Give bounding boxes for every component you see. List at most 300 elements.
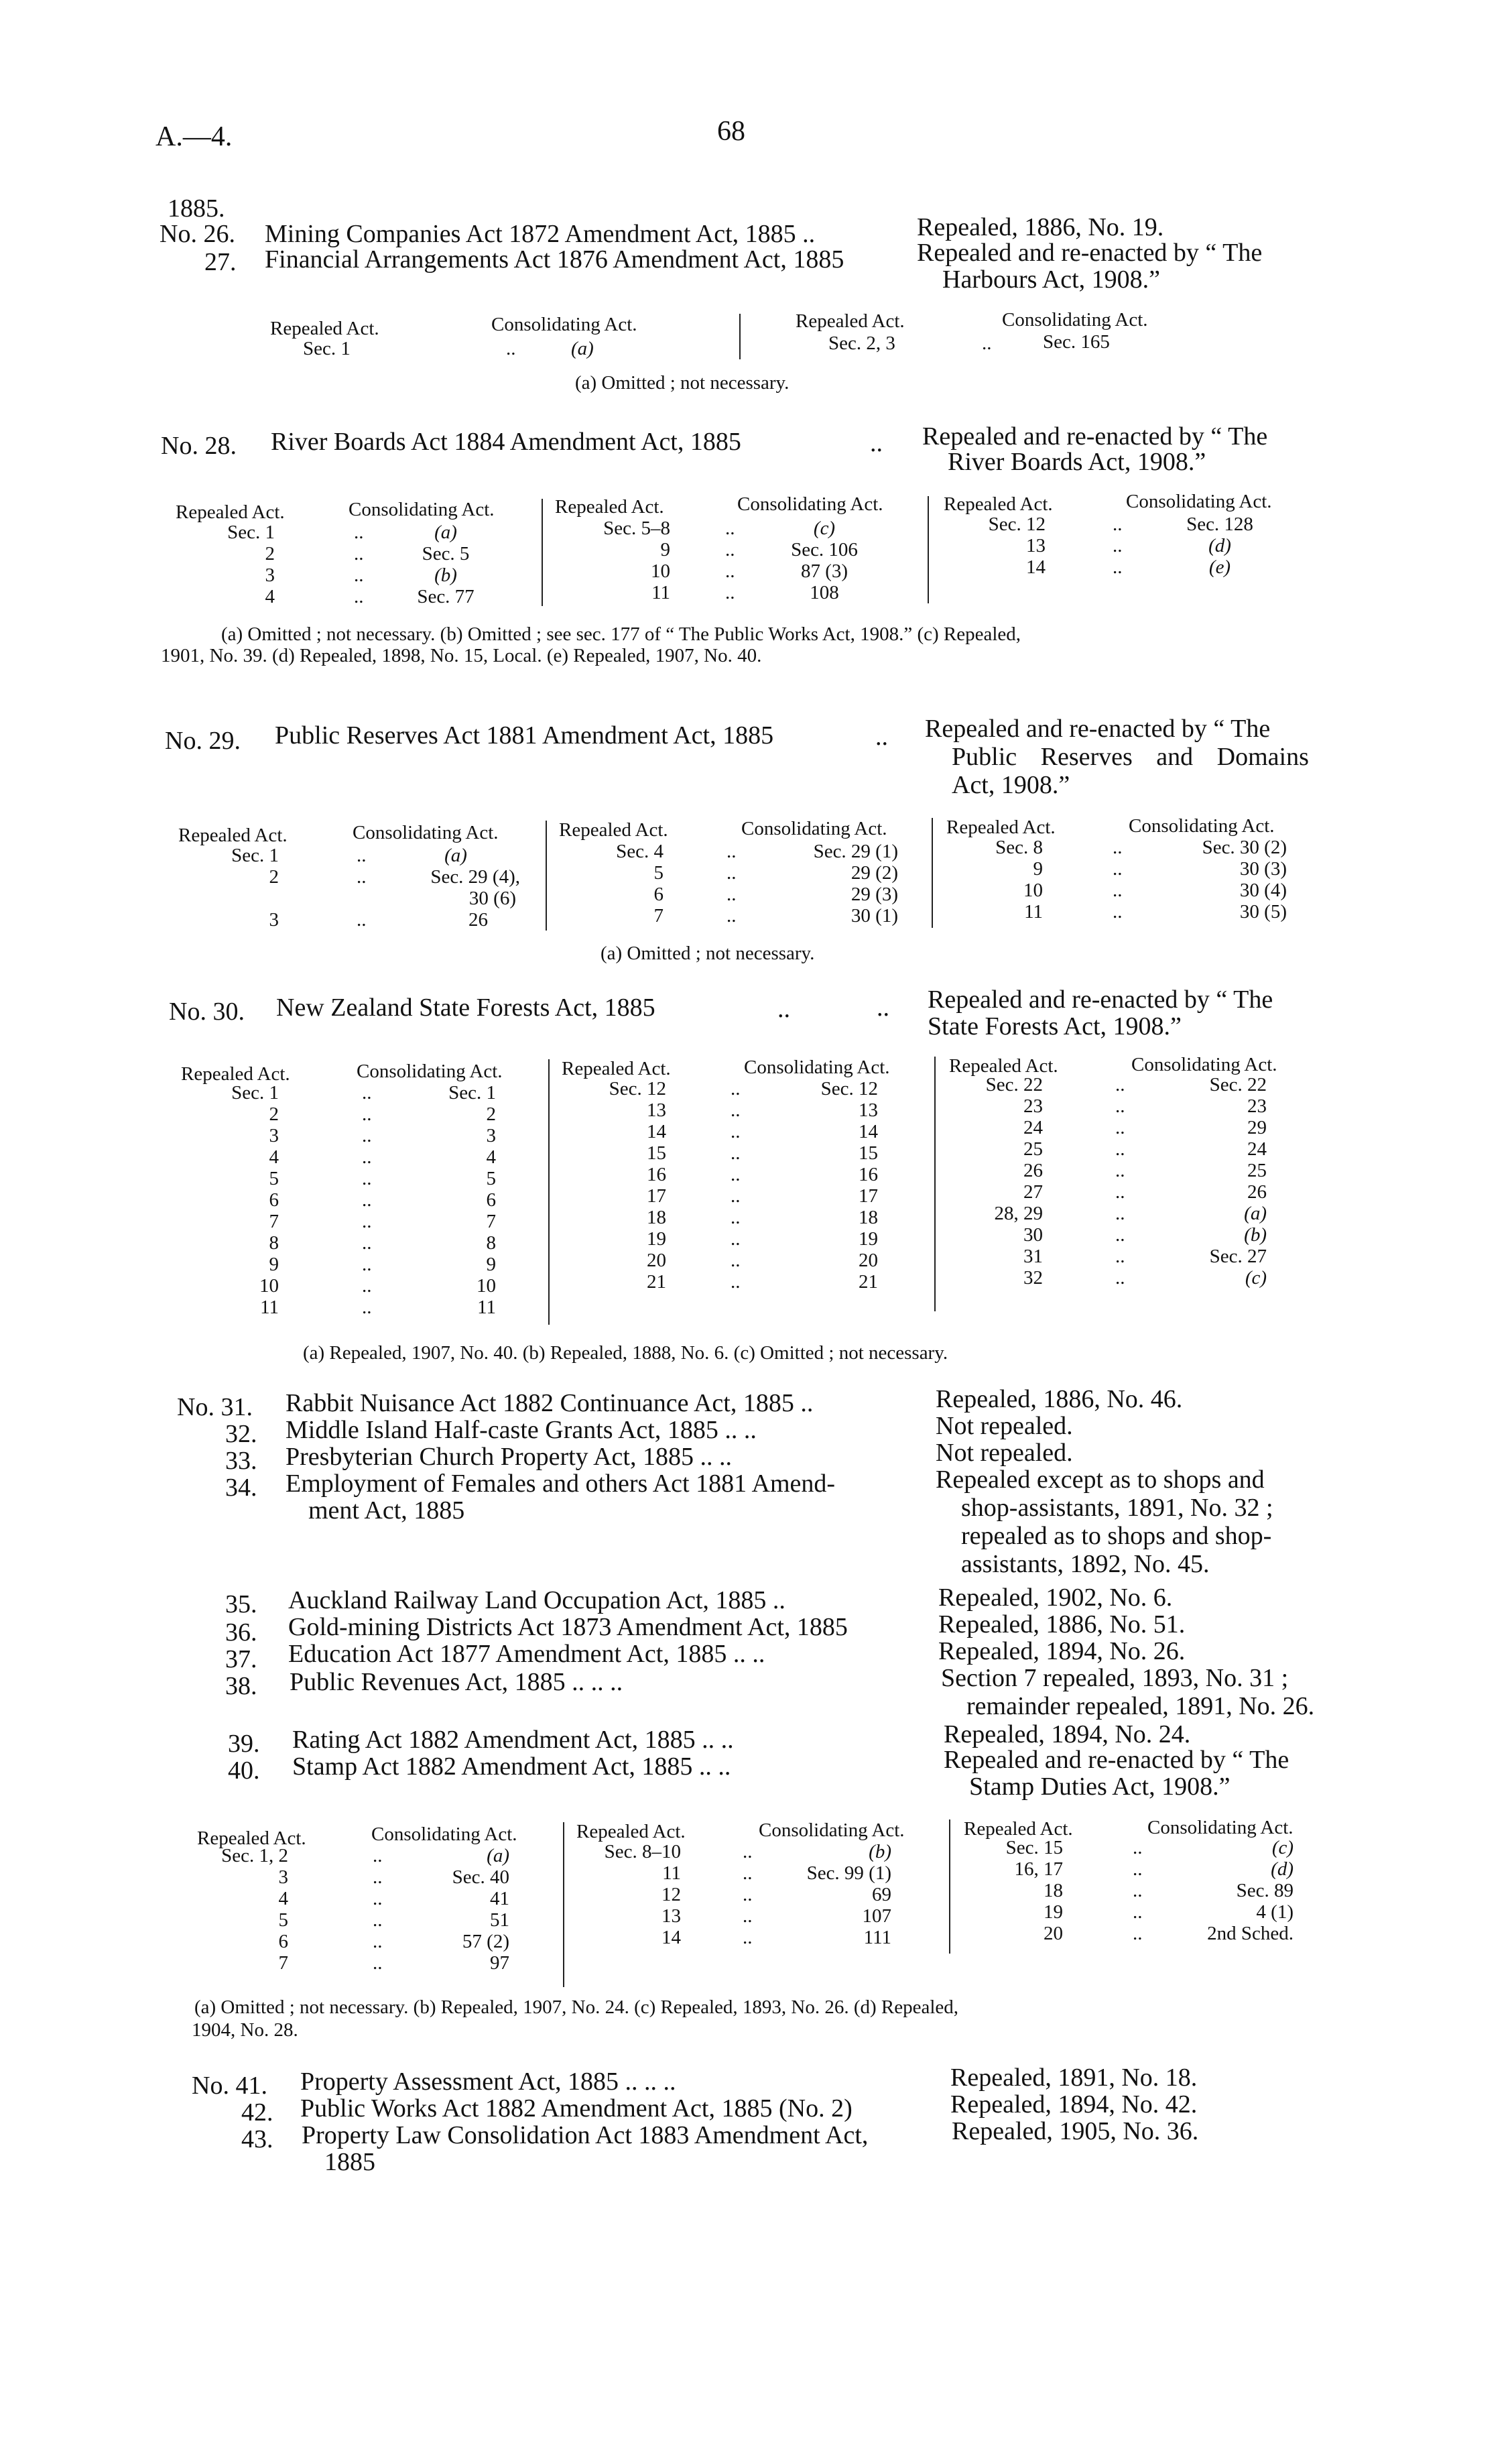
col-header-consolidating: Consolidating Act. — [491, 314, 637, 335]
act-title-cont: 1885 — [324, 2148, 375, 2176]
col-header-consolidating: Consolidating Act. — [1129, 815, 1275, 837]
cell: 57 (2) — [462, 1931, 509, 1952]
cell: .. — [727, 841, 737, 862]
cell: 25 — [1023, 1138, 1043, 1160]
cell: 27 — [1023, 1181, 1043, 1203]
cell: Sec. 22 — [985, 1074, 1043, 1095]
act-title: Property Law Consolidation Act 1883 Amendment Act, — [302, 2121, 869, 2149]
leader-dots: .. — [1115, 1267, 1125, 1289]
col-header-repealed: Repealed Act. — [562, 1058, 671, 1079]
leader-dots: .. — [373, 1845, 383, 1866]
cell: 4 — [486, 1146, 496, 1168]
cell: .. — [357, 845, 367, 866]
act-status: Not repealed. — [936, 1439, 1073, 1467]
cell: .. — [506, 338, 516, 359]
act-status-cont: Public Reserves and Domains — [952, 743, 1309, 771]
cell: 20 — [647, 1250, 666, 1271]
leader-dots: .. — [1133, 1858, 1143, 1880]
leader-dots: .. — [373, 1909, 383, 1931]
cell: 4 — [269, 1146, 279, 1168]
act-title: Presbyterian Church Property Act, 1885 .. .. — [286, 1443, 732, 1471]
cell: 3 — [269, 1125, 279, 1146]
act-title: Public Revenues Act, 1885 .. .. .. — [290, 1668, 623, 1696]
act-title: Middle Island Half-caste Grants Act, 1885 .. .. — [286, 1416, 757, 1444]
act-number: 34. — [225, 1474, 257, 1502]
cell: Sec. 5–8 — [603, 518, 670, 539]
col-header-consolidating: Consolidating Act. — [759, 1819, 905, 1841]
cell: (d) — [1271, 1858, 1294, 1880]
cell: 26 — [1247, 1181, 1267, 1203]
cell: 4 — [278, 1888, 288, 1909]
act-status-cont: Act, 1908.” — [952, 771, 1070, 799]
leader-dots: .. — [1115, 1181, 1125, 1203]
cell: 19 — [1044, 1901, 1063, 1923]
cell: Sec. 1 — [231, 1082, 279, 1103]
cell: 8 — [486, 1232, 496, 1254]
leader-dots: .. — [731, 1121, 741, 1142]
act-status: Repealed, 1905, No. 36. — [952, 2117, 1199, 2145]
cell: 7 — [486, 1211, 496, 1232]
cell: 97 — [490, 1952, 509, 1974]
cell: 21 — [859, 1271, 878, 1293]
col-header-consolidating: Consolidating Act. — [1147, 1817, 1294, 1838]
cell: 9 — [660, 539, 670, 560]
cell: 111 — [863, 1927, 891, 1948]
cell: 13 — [859, 1099, 878, 1121]
act-number: 37. — [225, 1645, 257, 1673]
cell: 10 — [1023, 880, 1043, 901]
cell: 30 (3) — [1239, 858, 1287, 880]
cell: 30 (5) — [1239, 901, 1287, 922]
cell: .. — [1113, 514, 1123, 535]
leader-dots: .. — [731, 1228, 741, 1250]
act-status: Repealed, 1894, No. 42. — [950, 2090, 1198, 2118]
cell: (a) — [1244, 1203, 1267, 1224]
cell: Sec. 165 — [1043, 331, 1110, 353]
cell: 15 — [647, 1142, 666, 1164]
leader-dots: .. — [1133, 1837, 1143, 1858]
act-title: Rating Act 1882 Amendment Act, 1885 .. .. — [292, 1726, 734, 1754]
cell: 30 (1) — [850, 905, 898, 927]
page-number: 68 — [717, 116, 745, 147]
document-reference: A.—4. — [155, 121, 233, 152]
leader-dots: .. — [743, 1927, 753, 1948]
cell: .. — [1113, 556, 1123, 578]
cell: Sec. 1 — [227, 522, 275, 543]
cell: 6 — [278, 1931, 288, 1952]
cell: 11 — [662, 1862, 681, 1884]
cell: 3 — [269, 909, 279, 931]
col-header-consolidating: Consolidating Act. — [1002, 309, 1148, 331]
cell: .. — [1113, 858, 1123, 880]
act-status: Repealed, 1886, No. 51. — [938, 1610, 1186, 1638]
cell: .. — [354, 564, 364, 586]
act-title: Mining Companies Act 1872 Amendment Act, 1885 .. — [265, 220, 816, 248]
act-title: Financial Arrangements Act 1876 Amendment Act, 1885 — [265, 245, 844, 274]
act-status: Repealed except as to shops and — [936, 1466, 1265, 1494]
leader-dots: .. — [731, 1185, 741, 1207]
cell: .. — [1113, 837, 1123, 858]
table-note: 1901, No. 39. (d) Repealed, 1898, No. 15, Local. (e) Repealed, 1907, No. 40. — [161, 645, 762, 666]
leader-dots: .. — [362, 1211, 372, 1232]
col-header-consolidating: Consolidating Act. — [1126, 491, 1272, 512]
act-title: Employment of Females and others Act 1881 Amend- — [286, 1470, 836, 1498]
cell: .. — [727, 862, 737, 884]
leader-dots: .. — [373, 1888, 383, 1909]
cell: Sec. 4 — [616, 841, 664, 862]
col-header-repealed: Repealed Act. — [559, 819, 668, 841]
act-number: 39. — [228, 1730, 260, 1758]
leader-dots: .. — [362, 1082, 372, 1103]
act-number: 36. — [225, 1618, 257, 1647]
column-divider — [934, 1057, 936, 1311]
leader-dots: .. — [870, 429, 883, 457]
leader-dots: .. — [875, 723, 888, 751]
cell: (e) — [1208, 556, 1231, 578]
leader-dots: .. — [362, 1168, 372, 1189]
cell: 30 — [1023, 1224, 1043, 1246]
act-status-cont: Harbours Act, 1908.” — [942, 265, 1161, 294]
leader-dots: .. — [731, 1250, 741, 1271]
col-header-consolidating: Consolidating Act. — [371, 1824, 517, 1845]
act-number: No. 26. — [160, 220, 235, 248]
cell: .. — [725, 560, 735, 582]
cell: 5 — [278, 1909, 288, 1931]
leader-dots: .. — [1133, 1880, 1143, 1901]
col-header-repealed: Repealed Act. — [576, 1821, 686, 1842]
cell: 5 — [486, 1168, 496, 1189]
cell: Sec. 8–10 — [604, 1841, 681, 1862]
cell: (a) — [487, 1845, 509, 1866]
cell: 11 — [477, 1297, 496, 1318]
cell: 10 — [477, 1275, 496, 1297]
cell: 17 — [647, 1185, 666, 1207]
act-number: 27. — [204, 248, 237, 276]
cell: Sec. 1, 2 — [221, 1845, 288, 1866]
act-number: No. 41. — [192, 2072, 267, 2100]
cell: Sec. 12 — [988, 514, 1046, 535]
cell: (c) — [813, 518, 836, 539]
leader-dots: .. — [1133, 1923, 1143, 1944]
leader-dots: .. — [731, 1142, 741, 1164]
act-title: Stamp Act 1882 Amendment Act, 1885 .. .. — [292, 1752, 731, 1781]
col-header-repealed: Repealed Act. — [176, 501, 285, 523]
leader-dots: .. — [743, 1841, 753, 1862]
cell: 14 — [647, 1121, 666, 1142]
cell: 41 — [490, 1888, 509, 1909]
cell: Sec. 1 — [448, 1082, 496, 1103]
act-title: Rabbit Nuisance Act 1882 Continuance Act, 1885 .. — [286, 1389, 814, 1417]
table-note: (a) Omitted ; not necessary. (b) Omitted ; see sec. 177 of “ The Public Works Act, 1908.” (c) Repealed, — [221, 623, 1021, 645]
cell: 30 (6) — [468, 888, 516, 909]
cell: 10 — [651, 560, 670, 582]
cell: 2 — [486, 1103, 496, 1125]
col-header-repealed: Repealed Act. — [964, 1818, 1073, 1840]
cell: 14 — [662, 1927, 681, 1948]
col-header-repealed: Repealed Act. — [946, 817, 1056, 838]
table-note: (a) Omitted ; not necessary. (b) Repealed, 1907, No. 24. (c) Repealed, 1893, No. 26. (d) Repealed, — [194, 1996, 959, 2018]
cell: 21 — [647, 1271, 666, 1293]
act-number: No. 30. — [169, 998, 245, 1026]
col-header-repealed: Repealed Act. — [555, 496, 664, 518]
col-header-consolidating: Consolidating Act. — [357, 1061, 503, 1082]
act-number: 42. — [241, 2098, 273, 2127]
cell: 10 — [259, 1275, 279, 1297]
act-status: Repealed and re-enacted by “ The — [928, 986, 1273, 1014]
cell: Sec. 22 — [1209, 1074, 1267, 1095]
cell: Sec. 1 — [231, 845, 279, 866]
table-note: (a) Omitted ; not necessary. — [601, 943, 815, 964]
cell: (c) — [1271, 1837, 1294, 1858]
cell: 26 — [468, 909, 488, 931]
act-status-cont: assistants, 1892, No. 45. — [961, 1550, 1210, 1578]
cell: Sec. 29 (4), — [430, 866, 520, 888]
leader-dots: .. — [1115, 1095, 1125, 1117]
leader-dots: .. — [1115, 1224, 1125, 1246]
cell: 29 (3) — [850, 884, 898, 905]
act-title: Gold-mining Districts Act 1873 Amendment Act, 1885 — [288, 1613, 848, 1641]
act-title: Public Reserves Act 1881 Amendment Act, 1885 — [275, 721, 774, 750]
cell: 26 — [1023, 1160, 1043, 1181]
act-number: No. 28. — [161, 432, 237, 460]
cell: 16, 17 — [1014, 1858, 1063, 1880]
act-number: 33. — [225, 1447, 257, 1475]
col-header-repealed: Repealed Act. — [197, 1828, 306, 1849]
cell: .. — [357, 909, 367, 931]
leader-dots: .. — [731, 1099, 741, 1121]
cell: 2 — [269, 866, 279, 888]
cell: .. — [354, 586, 364, 607]
leader-dots: .. — [743, 1862, 753, 1884]
cell: 9 — [269, 1254, 279, 1275]
cell: 11 — [260, 1297, 279, 1318]
act-status-cont: River Boards Act, 1908.” — [948, 448, 1206, 476]
act-status: Repealed and re-enacted by “ The — [944, 1746, 1289, 1774]
cell: 51 — [490, 1909, 509, 1931]
act-title: Education Act 1877 Amendment Act, 1885 .. .. — [288, 1640, 765, 1668]
leader-dots: .. — [1115, 1074, 1125, 1095]
cell: Sec. 1 — [303, 338, 351, 359]
cell: 23 — [1023, 1095, 1043, 1117]
cell: 3 — [486, 1125, 496, 1146]
leader-dots: .. — [373, 1952, 383, 1974]
cell: 4 — [265, 586, 275, 607]
cell: 107 — [862, 1905, 891, 1927]
cell: Sec. 27 — [1209, 1246, 1267, 1267]
leader-dots: .. — [1115, 1117, 1125, 1138]
leader-dots: .. — [1115, 1138, 1125, 1160]
act-status: Repealed, 1894, No. 26. — [938, 1637, 1186, 1665]
act-title: New Zealand State Forests Act, 1885 — [276, 994, 655, 1022]
act-title: Public Works Act 1882 Amendment Act, 1885 (No. 2) — [300, 2094, 853, 2123]
cell: 32 — [1023, 1267, 1043, 1289]
cell: Sec. 106 — [791, 539, 858, 560]
cell: Sec. 99 (1) — [806, 1862, 891, 1884]
cell: 24 — [1023, 1117, 1043, 1138]
cell: 24 — [1247, 1138, 1267, 1160]
leader-dots: .. — [362, 1297, 372, 1318]
cell: 69 — [872, 1884, 891, 1905]
cell: 29 (2) — [850, 862, 898, 884]
cell: Sec. 12 — [609, 1078, 666, 1099]
act-number: 43. — [241, 2125, 273, 2153]
cell: 11 — [651, 582, 670, 603]
cell: Sec. 89 — [1236, 1880, 1294, 1901]
cell: 4 (1) — [1256, 1901, 1294, 1923]
act-status-cont: remainder repealed, 1891, No. 26. — [966, 1692, 1315, 1720]
cell: 2nd Sched. — [1207, 1923, 1294, 1944]
leader-dots: .. — [373, 1866, 383, 1888]
col-header-repealed: Repealed Act. — [796, 310, 905, 332]
act-number: No. 29. — [165, 727, 241, 755]
table-note: 1904, No. 28. — [192, 2019, 298, 2041]
cell: 30 (4) — [1239, 880, 1287, 901]
leader-dots: .. — [362, 1125, 372, 1146]
column-divider — [949, 1819, 950, 1954]
act-status-cont: State Forests Act, 1908.” — [928, 1012, 1182, 1040]
act-status: Not repealed. — [936, 1412, 1073, 1440]
cell: 28, 29 — [994, 1203, 1043, 1224]
cell: .. — [1113, 535, 1123, 556]
col-header-consolidating: Consolidating Act. — [1131, 1054, 1277, 1075]
act-status: Repealed, 1891, No. 18. — [950, 2064, 1198, 2092]
act-status: Repealed and re-enacted by “ The — [922, 422, 1268, 451]
cell: 12 — [662, 1884, 681, 1905]
table-note: (a) Omitted ; not necessary. — [575, 372, 790, 394]
leader-dots: .. — [362, 1254, 372, 1275]
cell: 19 — [859, 1228, 878, 1250]
cell: .. — [354, 543, 364, 564]
cell: 11 — [1024, 901, 1043, 922]
act-status: Repealed, 1886, No. 46. — [936, 1385, 1183, 1413]
cell: 20 — [1044, 1923, 1063, 1944]
cell: 20 — [859, 1250, 878, 1271]
cell: .. — [725, 518, 735, 539]
act-status: Repealed, 1894, No. 24. — [944, 1720, 1191, 1748]
cell: (c) — [1245, 1267, 1267, 1289]
cell: .. — [357, 866, 367, 888]
column-divider — [546, 821, 547, 931]
cell: (a) — [571, 338, 594, 359]
leader-dots: .. — [362, 1275, 372, 1297]
leader-dots: .. — [731, 1164, 741, 1185]
col-header-consolidating: Consolidating Act. — [741, 818, 887, 839]
cell: .. — [727, 884, 737, 905]
cell: 9 — [486, 1254, 496, 1275]
act-status: Repealed and re-enacted by “ The — [925, 715, 1271, 743]
cell: 23 — [1247, 1095, 1267, 1117]
col-header-consolidating: Consolidating Act. — [353, 822, 499, 843]
act-status-cont: repealed as to shops and shop- — [961, 1522, 1272, 1550]
cell: 31 — [1023, 1246, 1043, 1267]
cell: 6 — [653, 884, 664, 905]
act-number: 38. — [225, 1672, 257, 1700]
cell: Sec. 30 (2) — [1202, 837, 1287, 858]
cell: Sec. 8 — [995, 837, 1043, 858]
leader-dots: .. — [731, 1271, 741, 1293]
cell: 5 — [653, 862, 664, 884]
year-heading: 1885. — [168, 194, 225, 223]
cell: (a) — [434, 522, 457, 543]
column-divider — [548, 1059, 550, 1325]
cell: 17 — [859, 1185, 878, 1207]
cell: 13 — [647, 1099, 666, 1121]
col-header-consolidating: Consolidating Act. — [737, 493, 883, 515]
cell: Sec. 77 — [417, 586, 475, 607]
cell: 7 — [653, 905, 664, 927]
cell: 15 — [859, 1142, 878, 1164]
column-divider — [932, 818, 933, 928]
cell: 14 — [1026, 556, 1046, 578]
act-status: Repealed, 1902, No. 6. — [938, 1584, 1173, 1612]
cell: 3 — [265, 564, 275, 586]
cell: 16 — [647, 1164, 666, 1185]
cell: 108 — [810, 582, 839, 603]
leader-dots: .. — [731, 1078, 741, 1099]
leader-dots: .. — [362, 1146, 372, 1168]
cell: 18 — [859, 1207, 878, 1228]
cell: Sec. 128 — [1186, 514, 1253, 535]
col-header-consolidating: Consolidating Act. — [744, 1057, 890, 1078]
leader-dots: .. — [362, 1232, 372, 1254]
act-status-cont: Stamp Duties Act, 1908.” — [969, 1773, 1231, 1801]
leader-dots: .. — [1115, 1246, 1125, 1267]
cell: 13 — [1026, 535, 1046, 556]
act-title-cont: ment Act, 1885 — [308, 1496, 465, 1525]
cell: 2 — [265, 543, 275, 564]
act-status: Repealed, 1886, No. 19. — [917, 213, 1164, 241]
cell: Sec. 15 — [1005, 1837, 1063, 1858]
column-divider — [542, 499, 543, 606]
act-title: Auckland Railway Land Occupation Act, 1885 .. — [288, 1586, 785, 1614]
act-number: No. 31. — [177, 1393, 253, 1421]
cell: 18 — [1044, 1880, 1063, 1901]
cell: 13 — [662, 1905, 681, 1927]
cell: .. — [725, 539, 735, 560]
cell: 87 (3) — [800, 560, 848, 582]
act-title: Property Assessment Act, 1885 .. .. .. — [300, 2068, 676, 2096]
cell: Sec. 2, 3 — [828, 333, 895, 354]
cell: .. — [982, 333, 992, 354]
col-header-repealed: Repealed Act. — [944, 493, 1053, 515]
cell: .. — [354, 522, 364, 543]
cell: Sec. 29 (1) — [813, 841, 898, 862]
cell: (b) — [434, 564, 457, 586]
cell: Sec. 40 — [452, 1866, 509, 1888]
act-number: 35. — [225, 1590, 257, 1618]
cell: 2 — [269, 1103, 279, 1125]
cell: 18 — [647, 1207, 666, 1228]
act-status: Repealed and re-enacted by “ The — [917, 239, 1263, 267]
leader-dots: .. — [731, 1207, 741, 1228]
leader-dots: .. — [1133, 1901, 1143, 1923]
cell: 6 — [486, 1189, 496, 1211]
cell: (a) — [444, 845, 467, 866]
cell: 5 — [269, 1168, 279, 1189]
col-header-repealed: Repealed Act. — [181, 1063, 290, 1085]
col-header-repealed: Repealed Act. — [949, 1055, 1058, 1077]
cell: (b) — [869, 1841, 891, 1862]
leader-dots: .. — [362, 1189, 372, 1211]
cell: 19 — [647, 1228, 666, 1250]
act-status-cont: shop-assistants, 1891, No. 32 ; — [961, 1494, 1273, 1522]
cell: .. — [1113, 901, 1123, 922]
leader-dots: .. — [877, 994, 889, 1022]
leader-dots: .. — [1115, 1160, 1125, 1181]
col-header-consolidating: Consolidating Act. — [349, 499, 495, 520]
cell: 29 — [1247, 1117, 1267, 1138]
act-number: 40. — [228, 1756, 260, 1785]
